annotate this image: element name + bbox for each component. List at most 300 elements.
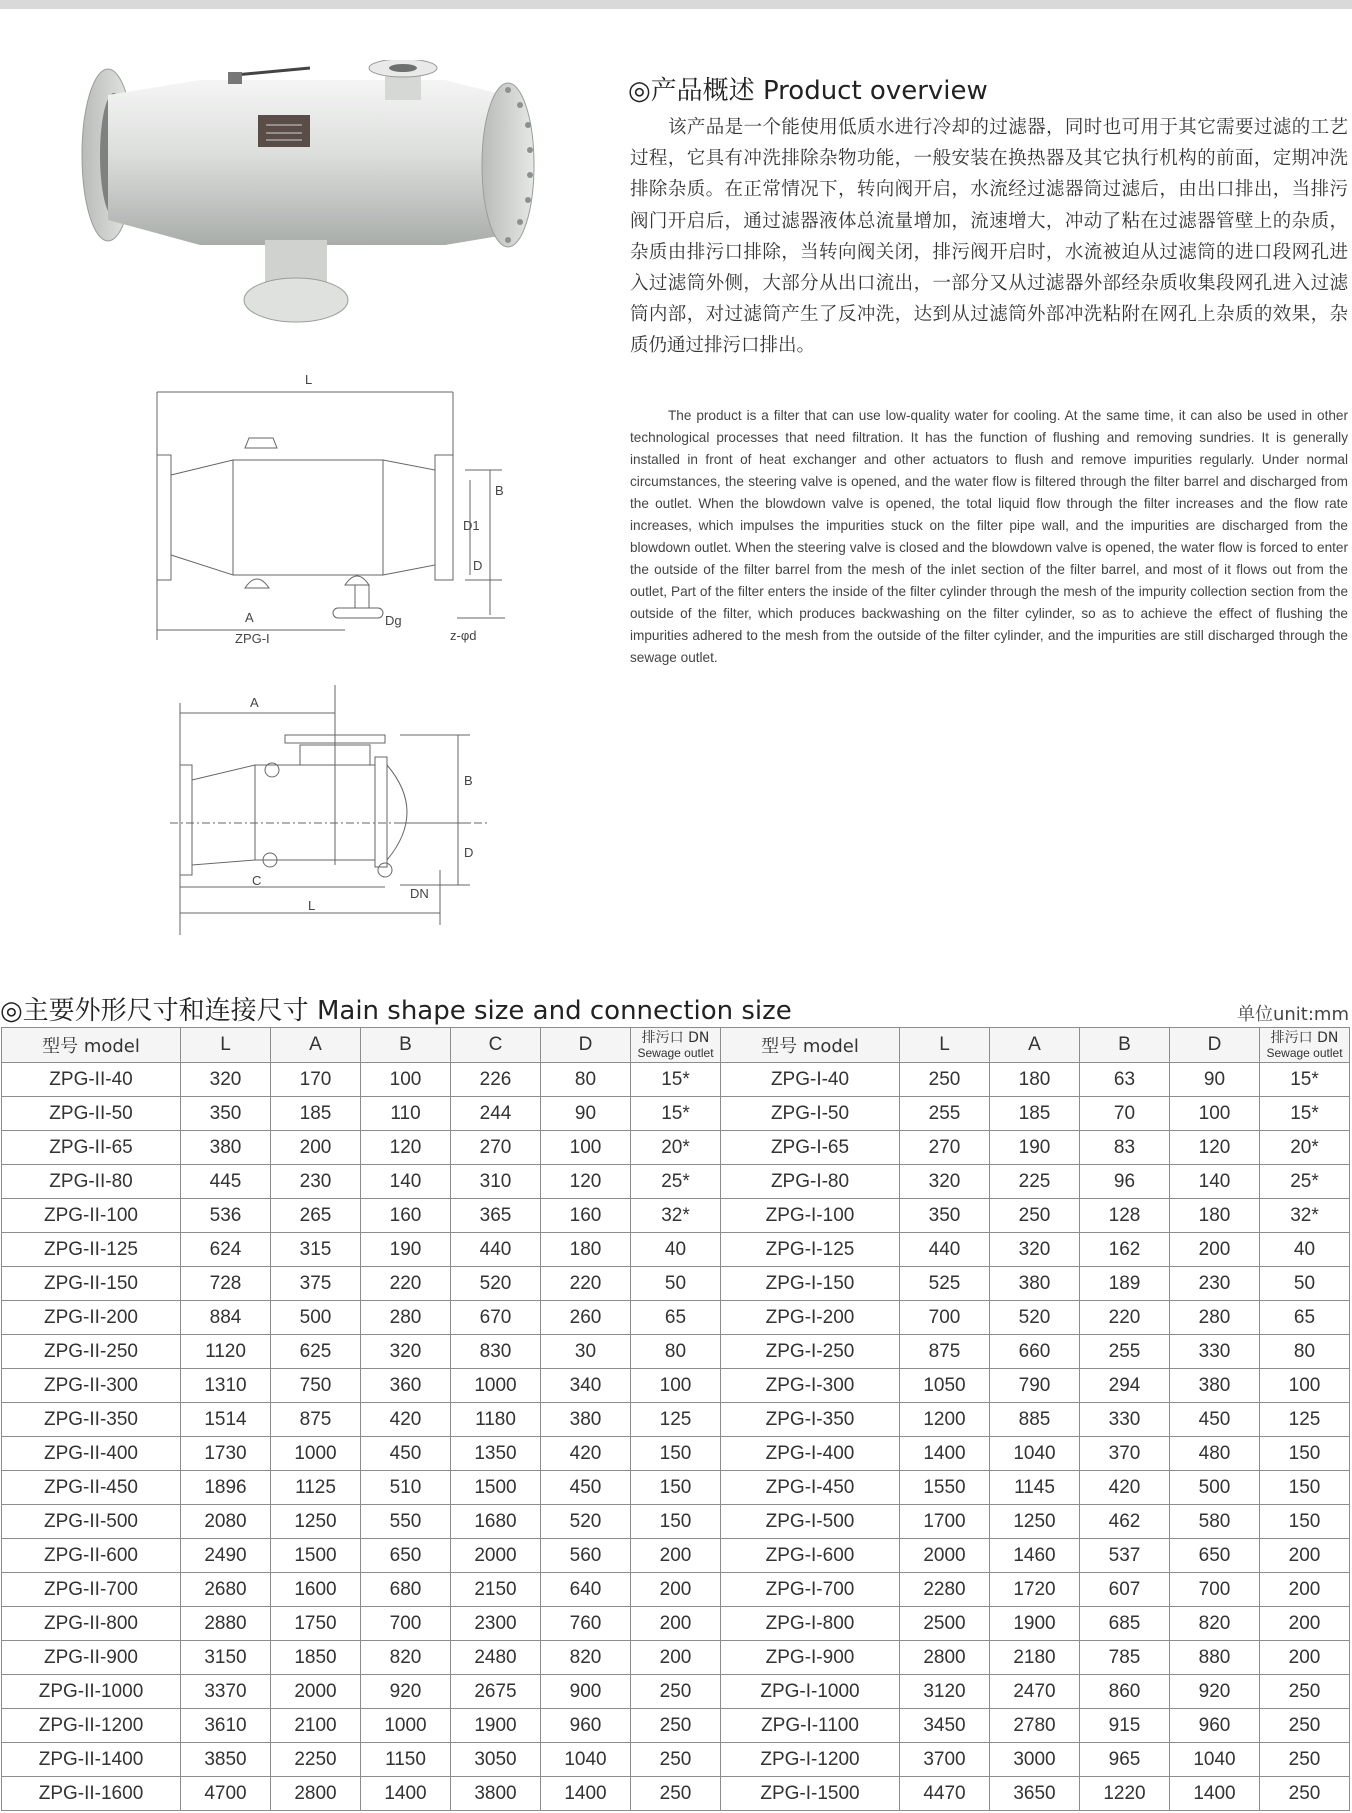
- cell-model-right: ZPG-I-1000: [721, 1675, 900, 1709]
- cell-b-right: 785: [1080, 1641, 1170, 1675]
- cell-c: 2150: [451, 1573, 541, 1607]
- cell-d-right: 100: [1170, 1097, 1260, 1131]
- cell-l: 4700: [181, 1777, 271, 1811]
- cell-c: 440: [451, 1233, 541, 1267]
- cell-l-right: 1050: [900, 1369, 990, 1403]
- cell-l: 2880: [181, 1607, 271, 1641]
- cell-dn-right: 50: [1260, 1267, 1350, 1301]
- table-row: [2, 1743, 1350, 1777]
- cell-a: 170: [271, 1063, 361, 1097]
- cell-a-right: 180: [990, 1063, 1080, 1097]
- cell-model: ZPG-II-700: [2, 1573, 181, 1607]
- cell-l: 1514: [181, 1403, 271, 1437]
- cell-d-right: 450: [1170, 1403, 1260, 1437]
- cell-dn: 200: [631, 1573, 721, 1607]
- cell-b: 450: [361, 1437, 451, 1471]
- cell-model-right: ZPG-I-80: [721, 1165, 900, 1199]
- cell-l: 728: [181, 1267, 271, 1301]
- cell-a: 1125: [271, 1471, 361, 1505]
- cell-c: 1180: [451, 1403, 541, 1437]
- table-row: [2, 1267, 1350, 1301]
- cell-l-right: 2280: [900, 1573, 990, 1607]
- cell-b: 120: [361, 1131, 451, 1165]
- cell-b: 820: [361, 1641, 451, 1675]
- cell-l: 3610: [181, 1709, 271, 1743]
- cell-a-right: 190: [990, 1131, 1080, 1165]
- cell-b-right: 83: [1080, 1131, 1170, 1165]
- cell-dn-right: 15*: [1260, 1063, 1350, 1097]
- cell-c: 1350: [451, 1437, 541, 1471]
- cell-b-right: 220: [1080, 1301, 1170, 1335]
- cell-d-right: 650: [1170, 1539, 1260, 1573]
- overview-text-en: The product is a filter that can use low-quality water for cooling. At the same time, it can also be used in other technological processes that need filtration. It has the function of flushing and removing sundries. It is generally installed in front of heat exchanger and other actuators to flush and remove impurities regularly. Under normal circumstances, the steering valve is opened, and the water flow is filtered through the filter barrel and discharged from the outlet. When the blowdown valve is opened, the total liquid flow through the filter increases and the flow rate increases, which impulses the impurities stuck on the filter pipe wall, and the impurities are discharged from the blowdown outlet. When the steering valve is closed and the blowdown valve is opened, the water flow is forced to enter the outside of the filter barrel from the mesh of the inlet section of the filter barrel, and most of it flows out from the outlet, Part of the filter enters the inside of the filter cylinder through the mesh of the impurity collection section from the outside of the filter, which produces backwashing on the filter cylinder, so as to achieve the effect of flushing the impurities adhered to the mesh from the outside of the filter cylinder, and the impurities are still discharged through the sewage outlet.: [630, 408, 1348, 665]
- cell-model-right: ZPG-I-40: [721, 1063, 900, 1097]
- cell-a-right: 885: [990, 1403, 1080, 1437]
- cell-l-right: 1550: [900, 1471, 990, 1505]
- cell-c: 1000: [451, 1369, 541, 1403]
- cell-model-right: ZPG-I-200: [721, 1301, 900, 1335]
- dim-l: L: [305, 372, 313, 387]
- cell-dn: 50: [631, 1267, 721, 1301]
- cell-b-right: 189: [1080, 1267, 1170, 1301]
- cell-b: 680: [361, 1573, 451, 1607]
- cell-dn: 125: [631, 1403, 721, 1437]
- drawing-caption: ZPG-I: [235, 631, 270, 646]
- cell-c: 2300: [451, 1607, 541, 1641]
- table-row: [2, 1097, 1350, 1131]
- cell-l-right: 1700: [900, 1505, 990, 1539]
- cell-b: 280: [361, 1301, 451, 1335]
- cell-model: ZPG-II-40: [2, 1063, 181, 1097]
- cell-dn: 80: [631, 1335, 721, 1369]
- header-dn: [631, 1028, 721, 1063]
- cell-dn-right: 15*: [1260, 1097, 1350, 1131]
- cell-d: 820: [541, 1641, 631, 1675]
- table-header-row: [2, 1028, 1350, 1063]
- cell-l: 350: [181, 1097, 271, 1131]
- cell-d-right: 120: [1170, 1131, 1260, 1165]
- cell-a-right: 520: [990, 1301, 1080, 1335]
- cell-l-right: 1200: [900, 1403, 990, 1437]
- cell-a-right: 1040: [990, 1437, 1080, 1471]
- cell-a: 500: [271, 1301, 361, 1335]
- cell-d: 640: [541, 1573, 631, 1607]
- cell-a: 265: [271, 1199, 361, 1233]
- cell-model: ZPG-II-1400: [2, 1743, 181, 1777]
- dim-d-2: D: [464, 845, 474, 860]
- cell-b-right: 255: [1080, 1335, 1170, 1369]
- cell-d-right: 920: [1170, 1675, 1260, 1709]
- cell-dn-right: 32*: [1260, 1199, 1350, 1233]
- cell-d-right: 700: [1170, 1573, 1260, 1607]
- table-row: [2, 1437, 1350, 1471]
- cell-model: ZPG-II-900: [2, 1641, 181, 1675]
- cell-l: 2080: [181, 1505, 271, 1539]
- cell-a-right: 3000: [990, 1743, 1080, 1777]
- cell-dn-right: 150: [1260, 1505, 1350, 1539]
- cell-dn: 150: [631, 1471, 721, 1505]
- cell-d-right: 140: [1170, 1165, 1260, 1199]
- cell-a-right: 3650: [990, 1777, 1080, 1811]
- cell-l-right: 440: [900, 1233, 990, 1267]
- cell-model-right: ZPG-I-100: [721, 1199, 900, 1233]
- cell-model: ZPG-II-1600: [2, 1777, 181, 1811]
- table-row: [2, 1199, 1350, 1233]
- product-photo: [80, 60, 540, 340]
- cell-b: 190: [361, 1233, 451, 1267]
- cell-c: 520: [451, 1267, 541, 1301]
- cell-c: 1680: [451, 1505, 541, 1539]
- cell-c: 1500: [451, 1471, 541, 1505]
- cell-c: 3050: [451, 1743, 541, 1777]
- cell-a: 1600: [271, 1573, 361, 1607]
- cell-dn-right: 200: [1260, 1539, 1350, 1573]
- cell-c: 310: [451, 1165, 541, 1199]
- cell-d: 760: [541, 1607, 631, 1641]
- top-bar: [0, 0, 1352, 9]
- cell-model-right: ZPG-I-150: [721, 1267, 900, 1301]
- cell-a-right: 2780: [990, 1709, 1080, 1743]
- cell-model-right: ZPG-I-700: [721, 1573, 900, 1607]
- table-row: [2, 1063, 1350, 1097]
- cell-b-right: 128: [1080, 1199, 1170, 1233]
- cell-b-right: 70: [1080, 1097, 1170, 1131]
- cell-dn-right: 65: [1260, 1301, 1350, 1335]
- cell-dn: 100: [631, 1369, 721, 1403]
- cell-a: 2800: [271, 1777, 361, 1811]
- cell-l: 3850: [181, 1743, 271, 1777]
- cell-a: 2000: [271, 1675, 361, 1709]
- cell-d-right: 500: [1170, 1471, 1260, 1505]
- cell-l: 2680: [181, 1573, 271, 1607]
- cell-d-right: 1400: [1170, 1777, 1260, 1811]
- cell-b-right: 1220: [1080, 1777, 1170, 1811]
- table-row: [2, 1607, 1350, 1641]
- cell-dn-right: 200: [1260, 1641, 1350, 1675]
- cell-l: 1120: [181, 1335, 271, 1369]
- cell-b-right: 96: [1080, 1165, 1170, 1199]
- cell-a: 750: [271, 1369, 361, 1403]
- header-b-right: B: [1080, 1028, 1170, 1063]
- cell-dn-right: 150: [1260, 1471, 1350, 1505]
- cell-dn-right: 40: [1260, 1233, 1350, 1267]
- cell-a-right: 1460: [990, 1539, 1080, 1573]
- dimension-table: [1, 1027, 1350, 1811]
- cell-dn: 250: [631, 1675, 721, 1709]
- cell-dn: 20*: [631, 1131, 721, 1165]
- dim-a-2: A: [250, 695, 259, 710]
- cell-d-right: 580: [1170, 1505, 1260, 1539]
- cell-dn: 25*: [631, 1165, 721, 1199]
- cell-a: 185: [271, 1097, 361, 1131]
- header-c: C: [451, 1028, 541, 1063]
- header-a-right: A: [990, 1028, 1080, 1063]
- cell-d-right: 960: [1170, 1709, 1260, 1743]
- cell-dn-right: 200: [1260, 1607, 1350, 1641]
- header-dn-en-right: Sewage outlet: [1266, 1045, 1343, 1060]
- cell-model: ZPG-II-1000: [2, 1675, 181, 1709]
- cell-l: 536: [181, 1199, 271, 1233]
- cell-b: 1000: [361, 1709, 451, 1743]
- cell-l-right: 3120: [900, 1675, 990, 1709]
- cell-d: 180: [541, 1233, 631, 1267]
- cell-c: 270: [451, 1131, 541, 1165]
- cell-d: 340: [541, 1369, 631, 1403]
- cell-dn: 40: [631, 1233, 721, 1267]
- cell-c: 226: [451, 1063, 541, 1097]
- cell-d-right: 1040: [1170, 1743, 1260, 1777]
- header-d: D: [541, 1028, 631, 1063]
- cell-a: 875: [271, 1403, 361, 1437]
- cell-dn: 250: [631, 1743, 721, 1777]
- header-a: A: [271, 1028, 361, 1063]
- dim-a: A: [245, 610, 254, 625]
- cell-a-right: 1720: [990, 1573, 1080, 1607]
- table-row: [2, 1165, 1350, 1199]
- cell-b-right: 294: [1080, 1369, 1170, 1403]
- cell-dn: 150: [631, 1437, 721, 1471]
- cell-d-right: 200: [1170, 1233, 1260, 1267]
- cell-b: 100: [361, 1063, 451, 1097]
- cell-b: 700: [361, 1607, 451, 1641]
- cell-d: 520: [541, 1505, 631, 1539]
- cell-d: 160: [541, 1199, 631, 1233]
- cell-dn-right: 250: [1260, 1709, 1350, 1743]
- header-d-right: D: [1170, 1028, 1260, 1063]
- cell-a-right: 1900: [990, 1607, 1080, 1641]
- cell-l-right: 255: [900, 1097, 990, 1131]
- cell-d-right: 230: [1170, 1267, 1260, 1301]
- cell-l-right: 350: [900, 1199, 990, 1233]
- cell-model: ZPG-II-80: [2, 1165, 181, 1199]
- cell-model: ZPG-II-50: [2, 1097, 181, 1131]
- cell-dn-right: 150: [1260, 1437, 1350, 1471]
- dim-zphid: z-φd: [450, 628, 477, 643]
- cell-c: 1900: [451, 1709, 541, 1743]
- drawing-zpg-ii: [170, 685, 550, 945]
- cell-l-right: 4470: [900, 1777, 990, 1811]
- cell-l-right: 3450: [900, 1709, 990, 1743]
- cell-a: 230: [271, 1165, 361, 1199]
- dim-b: B: [495, 483, 504, 498]
- drawing-zpg-i: [145, 370, 525, 660]
- cell-d-right: 280: [1170, 1301, 1260, 1335]
- dim-b-2: B: [464, 773, 473, 788]
- table-row: [2, 1301, 1350, 1335]
- cell-b-right: 607: [1080, 1573, 1170, 1607]
- table-row: [2, 1641, 1350, 1675]
- cell-d-right: 880: [1170, 1641, 1260, 1675]
- cell-d: 260: [541, 1301, 631, 1335]
- table-row: [2, 1335, 1350, 1369]
- dim-l-2: L: [308, 898, 316, 913]
- header-l-right: L: [900, 1028, 990, 1063]
- cell-model-right: ZPG-I-300: [721, 1369, 900, 1403]
- cell-d-right: 330: [1170, 1335, 1260, 1369]
- cell-d: 900: [541, 1675, 631, 1709]
- dim-dn-2: DN: [410, 886, 429, 901]
- cell-model-right: ZPG-I-250: [721, 1335, 900, 1369]
- cell-d: 80: [541, 1063, 631, 1097]
- cell-a: 375: [271, 1267, 361, 1301]
- cell-d-right: 380: [1170, 1369, 1260, 1403]
- cell-l-right: 875: [900, 1335, 990, 1369]
- cell-model-right: ZPG-I-1100: [721, 1709, 900, 1743]
- cell-d: 90: [541, 1097, 631, 1131]
- cell-a-right: 1145: [990, 1471, 1080, 1505]
- cell-b-right: 462: [1080, 1505, 1170, 1539]
- cell-d: 560: [541, 1539, 631, 1573]
- cell-dn-right: 100: [1260, 1369, 1350, 1403]
- cell-d: 1040: [541, 1743, 631, 1777]
- dim-c-2: C: [252, 873, 262, 888]
- cell-d: 220: [541, 1267, 631, 1301]
- cell-l-right: 1400: [900, 1437, 990, 1471]
- cell-l: 445: [181, 1165, 271, 1199]
- cell-b: 1400: [361, 1777, 451, 1811]
- cell-c: 244: [451, 1097, 541, 1131]
- cell-model: ZPG-II-65: [2, 1131, 181, 1165]
- cell-b-right: 537: [1080, 1539, 1170, 1573]
- cell-l-right: 2500: [900, 1607, 990, 1641]
- cell-a-right: 660: [990, 1335, 1080, 1369]
- cell-c: 2480: [451, 1641, 541, 1675]
- dim-d1: D1: [463, 518, 480, 533]
- cell-a: 1750: [271, 1607, 361, 1641]
- table-body: [2, 1063, 1350, 1811]
- cell-b-right: 965: [1080, 1743, 1170, 1777]
- cell-dn: 250: [631, 1709, 721, 1743]
- cell-l-right: 2000: [900, 1539, 990, 1573]
- table-title: ◎主要外形尺寸和连接尺寸 Main shape size and connection size: [0, 996, 792, 1026]
- cell-a: 2250: [271, 1743, 361, 1777]
- cell-a-right: 250: [990, 1199, 1080, 1233]
- header-dn-en: Sewage outlet: [637, 1045, 714, 1060]
- cell-dn: 200: [631, 1641, 721, 1675]
- header-dn-right: [1260, 1028, 1350, 1063]
- cell-model: ZPG-II-300: [2, 1369, 181, 1403]
- cell-model-right: ZPG-I-400: [721, 1437, 900, 1471]
- dim-d: D: [473, 558, 483, 573]
- header-b: B: [361, 1028, 451, 1063]
- cell-l: 1310: [181, 1369, 271, 1403]
- cell-a: 1000: [271, 1437, 361, 1471]
- cell-model-right: ZPG-I-65: [721, 1131, 900, 1165]
- cell-l: 380: [181, 1131, 271, 1165]
- cell-a-right: 2180: [990, 1641, 1080, 1675]
- cell-model: ZPG-II-800: [2, 1607, 181, 1641]
- cell-a-right: 320: [990, 1233, 1080, 1267]
- header-model: 型号 model: [2, 1028, 181, 1063]
- cell-a-right: 2470: [990, 1675, 1080, 1709]
- cell-a-right: 790: [990, 1369, 1080, 1403]
- cell-b: 920: [361, 1675, 451, 1709]
- cell-l: 1896: [181, 1471, 271, 1505]
- cell-b-right: 860: [1080, 1675, 1170, 1709]
- cell-b: 110: [361, 1097, 451, 1131]
- cell-l-right: 320: [900, 1165, 990, 1199]
- cell-a-right: 185: [990, 1097, 1080, 1131]
- cell-model-right: ZPG-I-500: [721, 1505, 900, 1539]
- cell-model: ZPG-II-125: [2, 1233, 181, 1267]
- cell-dn-right: 250: [1260, 1675, 1350, 1709]
- cell-a: 200: [271, 1131, 361, 1165]
- cell-model-right: ZPG-I-900: [721, 1641, 900, 1675]
- cell-l: 2490: [181, 1539, 271, 1573]
- cell-a: 2100: [271, 1709, 361, 1743]
- cell-d-right: 180: [1170, 1199, 1260, 1233]
- table-row: [2, 1777, 1350, 1811]
- cell-c: 365: [451, 1199, 541, 1233]
- cell-d-right: 820: [1170, 1607, 1260, 1641]
- cell-l-right: 525: [900, 1267, 990, 1301]
- cell-b: 650: [361, 1539, 451, 1573]
- cell-b: 160: [361, 1199, 451, 1233]
- cell-d: 1400: [541, 1777, 631, 1811]
- table-unit: 单位unit:mm: [1236, 1004, 1349, 1025]
- cell-a: 625: [271, 1335, 361, 1369]
- cell-b-right: 420: [1080, 1471, 1170, 1505]
- cell-b-right: 162: [1080, 1233, 1170, 1267]
- header-model-right: 型号 model: [721, 1028, 900, 1063]
- cell-l: 3150: [181, 1641, 271, 1675]
- cell-dn-right: 20*: [1260, 1131, 1350, 1165]
- cell-d: 380: [541, 1403, 631, 1437]
- table-row: [2, 1233, 1350, 1267]
- cell-l-right: 270: [900, 1131, 990, 1165]
- cell-dn: 32*: [631, 1199, 721, 1233]
- cell-model: ZPG-II-100: [2, 1199, 181, 1233]
- table-row: [2, 1131, 1350, 1165]
- table-row: [2, 1675, 1350, 1709]
- cell-c: 2000: [451, 1539, 541, 1573]
- cell-a-right: 380: [990, 1267, 1080, 1301]
- cell-dn-right: 125: [1260, 1403, 1350, 1437]
- cell-model: ZPG-II-1200: [2, 1709, 181, 1743]
- cell-l: 3370: [181, 1675, 271, 1709]
- cell-dn: 200: [631, 1607, 721, 1641]
- cell-c: 2675: [451, 1675, 541, 1709]
- cell-b-right: 63: [1080, 1063, 1170, 1097]
- cell-model-right: ZPG-I-350: [721, 1403, 900, 1437]
- cell-b: 510: [361, 1471, 451, 1505]
- header-dn-zh-right: 排污口 DN: [1270, 1029, 1339, 1046]
- cell-d-right: 90: [1170, 1063, 1260, 1097]
- header-l: L: [181, 1028, 271, 1063]
- cell-dn-right: 200: [1260, 1573, 1350, 1607]
- cell-model-right: ZPG-I-450: [721, 1471, 900, 1505]
- cell-a-right: 225: [990, 1165, 1080, 1199]
- cell-model: ZPG-II-250: [2, 1335, 181, 1369]
- cell-model-right: ZPG-I-50: [721, 1097, 900, 1131]
- cell-l-right: 3700: [900, 1743, 990, 1777]
- table-row: [2, 1471, 1350, 1505]
- cell-model-right: ZPG-I-1200: [721, 1743, 900, 1777]
- cell-c: 830: [451, 1335, 541, 1369]
- cell-b: 320: [361, 1335, 451, 1369]
- cell-dn: 200: [631, 1539, 721, 1573]
- cell-a: 1850: [271, 1641, 361, 1675]
- cell-d: 960: [541, 1709, 631, 1743]
- cell-dn: 15*: [631, 1097, 721, 1131]
- table-row: [2, 1403, 1350, 1437]
- cell-d-right: 480: [1170, 1437, 1260, 1471]
- cell-l-right: 2800: [900, 1641, 990, 1675]
- cell-l: 1730: [181, 1437, 271, 1471]
- table-row: [2, 1539, 1350, 1573]
- cell-b-right: 370: [1080, 1437, 1170, 1471]
- cell-b: 1150: [361, 1743, 451, 1777]
